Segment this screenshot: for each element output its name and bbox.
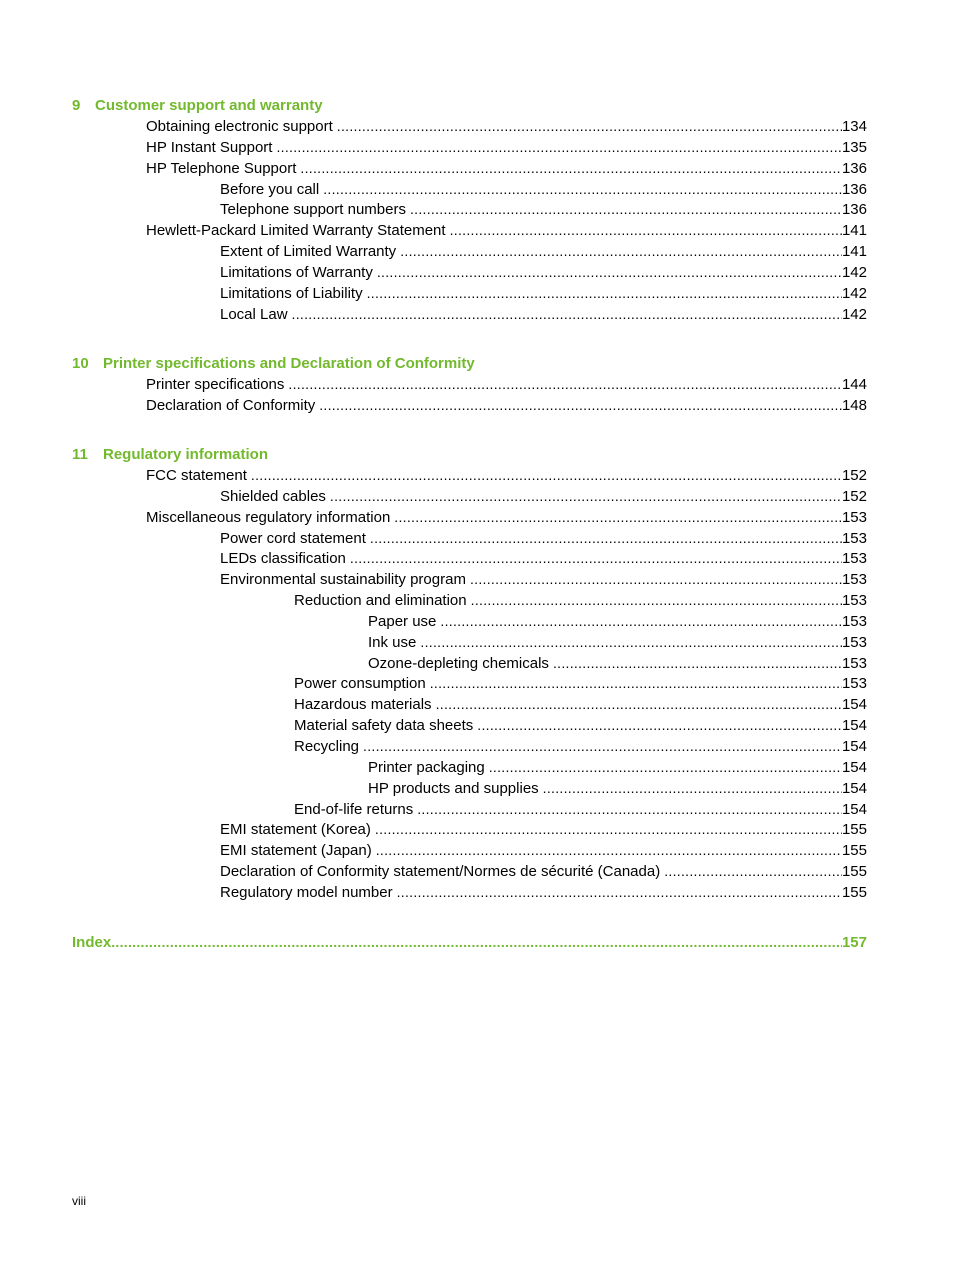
- toc-entry-page-number: 148: [841, 396, 867, 414]
- dot-leader: [288, 374, 842, 395]
- toc-entry[interactable]: [72, 653, 867, 674]
- toc-entry-page-number: 153: [841, 633, 867, 651]
- index-entry[interactable]: [72, 932, 867, 953]
- toc-entry-page-number: 154: [841, 800, 867, 818]
- dot-leader: [664, 861, 842, 882]
- toc-entry-label: Environmental sustainability program: [220, 571, 466, 589]
- toc-entry[interactable]: [72, 137, 867, 158]
- toc-entry-label: Limitations of Liability: [220, 284, 363, 302]
- toc-entry[interactable]: [72, 241, 867, 262]
- toc-entry-page-number: 155: [841, 842, 867, 860]
- toc-entry-label: Reduction and elimination: [294, 592, 467, 610]
- toc-entry-page-number: 141: [841, 243, 867, 261]
- dot-leader: [420, 632, 842, 653]
- toc-entry-page-number: 136: [841, 159, 867, 177]
- toc-entry-label: LEDs classification: [220, 550, 346, 568]
- dot-leader: [350, 548, 842, 569]
- dot-leader: [543, 778, 842, 799]
- toc-entry[interactable]: [72, 694, 867, 715]
- toc-entry[interactable]: [72, 757, 867, 778]
- toc-entry-label: Regulatory model number: [220, 883, 393, 901]
- toc-entry-label: HP Instant Support: [146, 138, 273, 156]
- dot-leader: [292, 304, 842, 325]
- toc-entry[interactable]: [72, 220, 867, 241]
- toc-entry[interactable]: [72, 548, 867, 569]
- toc-entry[interactable]: [72, 528, 867, 549]
- dot-leader: [400, 241, 842, 262]
- toc-entry[interactable]: [72, 179, 867, 200]
- toc-entry[interactable]: [72, 395, 867, 416]
- chapter-entries: [72, 465, 867, 903]
- toc-entry-label: HP Telephone Support: [146, 159, 297, 177]
- toc-entry-page-number: 153: [841, 550, 867, 568]
- chapter-11: [72, 444, 867, 903]
- toc-entry-page-number: 153: [841, 612, 867, 630]
- toc-entry-page-number: 136: [841, 180, 867, 198]
- toc-entry-label: Telephone support numbers: [220, 201, 406, 219]
- toc-entry-page-number: 153: [841, 675, 867, 693]
- toc-entry-page-number: 155: [841, 863, 867, 881]
- toc-entry[interactable]: [72, 158, 867, 179]
- dot-leader: [276, 137, 842, 158]
- dot-leader: [367, 283, 842, 304]
- dot-leader: [471, 590, 842, 611]
- chapter-number: 11: [72, 446, 88, 463]
- toc-entry-label: Power consumption: [294, 675, 426, 693]
- toc-entry[interactable]: [72, 778, 867, 799]
- index-label: Index: [72, 934, 112, 951]
- dot-leader: [489, 757, 842, 778]
- toc-entry-page-number: 154: [841, 737, 867, 755]
- toc-entry[interactable]: [72, 304, 867, 325]
- toc-entry-label: Declaration of Conformity: [146, 396, 316, 414]
- toc-entry-label: Ink use: [368, 633, 417, 651]
- toc-entry-label: Declaration of Conformity statement/Normes de sécurité (Canada): [220, 863, 661, 881]
- dot-leader: [440, 611, 842, 632]
- toc-entry[interactable]: [72, 799, 867, 820]
- dot-leader: [251, 465, 842, 486]
- toc-entry[interactable]: [72, 507, 867, 528]
- toc-entry-page-number: 155: [841, 821, 867, 839]
- toc-entry-label: Recycling: [294, 737, 360, 755]
- toc-entry-page-number: 155: [841, 883, 867, 901]
- toc-entry[interactable]: [72, 374, 867, 395]
- dot-leader: [417, 799, 842, 820]
- toc-entry-label: End-of-life returns: [294, 800, 414, 818]
- dot-leader: [394, 507, 842, 528]
- toc-entry-page-number: 142: [841, 284, 867, 302]
- toc-entry-page-number: 154: [841, 696, 867, 714]
- toc-entry[interactable]: [72, 819, 867, 840]
- dot-leader: [111, 932, 842, 953]
- chapter-entries: [72, 374, 867, 416]
- dot-leader: [370, 528, 842, 549]
- dot-leader: [323, 179, 842, 200]
- dot-leader: [470, 569, 842, 590]
- toc-entry-label: Hewlett-Packard Limited Warranty Statement: [146, 222, 446, 240]
- toc-entry-label: Obtaining electronic support: [146, 118, 333, 135]
- toc-entry-page-number: 142: [841, 305, 867, 323]
- dot-leader: [436, 694, 842, 715]
- dot-leader: [330, 486, 842, 507]
- toc-entry[interactable]: [72, 262, 867, 283]
- toc-entry-page-number: 135: [841, 138, 867, 156]
- toc-entry[interactable]: [72, 486, 867, 507]
- dot-leader: [553, 653, 842, 674]
- toc-entry-page-number: 153: [841, 508, 867, 526]
- toc-entry-page-number: 144: [841, 376, 867, 393]
- toc-entry-label: Ozone-depleting chemicals: [368, 654, 549, 672]
- toc-entry[interactable]: [72, 632, 867, 653]
- dot-leader: [376, 840, 842, 861]
- toc-entry[interactable]: [72, 199, 867, 220]
- chapter-heading[interactable]: [72, 353, 867, 374]
- dot-leader: [477, 715, 842, 736]
- toc-entry[interactable]: [72, 736, 867, 757]
- index-page-number: 157: [841, 934, 867, 951]
- toc-entry[interactable]: [72, 673, 867, 694]
- toc-entry[interactable]: [72, 611, 867, 632]
- toc-entry-label: Before you call: [220, 180, 320, 198]
- toc-entry[interactable]: [72, 840, 867, 861]
- dot-leader: [430, 673, 842, 694]
- toc-entry-page-number: 154: [841, 717, 867, 735]
- toc-entry-page-number: 142: [841, 263, 867, 281]
- toc-entry-label: Material safety data sheets: [294, 717, 474, 735]
- dot-leader: [397, 882, 842, 903]
- chapter-number: 10: [72, 355, 89, 372]
- dot-leader: [319, 395, 842, 416]
- toc-entry-label: Shielded cables: [220, 487, 326, 505]
- dot-leader: [337, 116, 842, 137]
- toc-entry[interactable]: [72, 116, 867, 137]
- dot-leader: [410, 199, 842, 220]
- chapter-number: 9: [72, 97, 81, 114]
- chapter-title: Regulatory information: [103, 446, 269, 463]
- toc-entry[interactable]: [72, 861, 867, 882]
- chapter-heading[interactable]: [72, 444, 867, 465]
- dot-leader: [377, 262, 842, 283]
- chapter-10: [72, 353, 867, 416]
- dot-leader: [375, 819, 842, 840]
- toc-entry[interactable]: [72, 569, 867, 590]
- toc-entry-label: Power cord statement: [220, 529, 366, 547]
- toc-entry-label: HP products and supplies: [368, 779, 539, 797]
- toc-entry-page-number: 154: [841, 779, 867, 797]
- chapter-entries: [72, 116, 867, 324]
- dot-leader: [363, 736, 842, 757]
- toc-entry-page-number: 136: [841, 201, 867, 219]
- toc-entry[interactable]: [72, 465, 867, 486]
- toc-entry-label: Limitations of Warranty: [220, 263, 373, 281]
- toc-entry[interactable]: [72, 715, 867, 736]
- toc-entry[interactable]: [72, 283, 867, 304]
- toc-entry-label: Extent of Limited Warranty: [220, 243, 397, 261]
- toc-entry[interactable]: [72, 590, 867, 611]
- chapter-9: [72, 95, 867, 324]
- toc-entry-page-number: 152: [841, 467, 867, 484]
- toc-entry-label: Paper use: [368, 612, 437, 630]
- toc-entry-label: FCC statement: [146, 467, 247, 484]
- chapter-title: Customer support and warranty: [95, 97, 323, 114]
- toc-entry-label: Local Law: [220, 305, 288, 323]
- toc-entry-page-number: 154: [841, 758, 867, 776]
- chapter-heading[interactable]: [72, 95, 867, 116]
- chapter-title: Printer specifications and Declaration of Conformity: [103, 355, 475, 372]
- toc-entry[interactable]: [72, 882, 867, 903]
- toc-entry-page-number: 134: [841, 118, 867, 135]
- toc-entry-label: EMI statement (Japan): [220, 842, 372, 860]
- toc-entry-label: EMI statement (Korea): [220, 821, 371, 839]
- toc-entry-page-number: 141: [841, 222, 867, 240]
- toc-entry-label: Printer packaging: [368, 758, 485, 776]
- toc-entry-page-number: 153: [841, 571, 867, 589]
- toc-entry-page-number: 153: [841, 529, 867, 547]
- toc-entry-page-number: 153: [841, 654, 867, 672]
- page-number-footer: viii: [72, 1194, 86, 1208]
- toc-entry-label: Miscellaneous regulatory information: [146, 508, 391, 526]
- dot-leader: [450, 220, 842, 241]
- toc-entry-page-number: 153: [841, 592, 867, 610]
- toc-entry-label: Hazardous materials: [294, 696, 432, 714]
- toc-entry-label: Printer specifications: [146, 376, 285, 393]
- dot-leader: [300, 158, 842, 179]
- toc-entry-page-number: 152: [841, 487, 867, 505]
